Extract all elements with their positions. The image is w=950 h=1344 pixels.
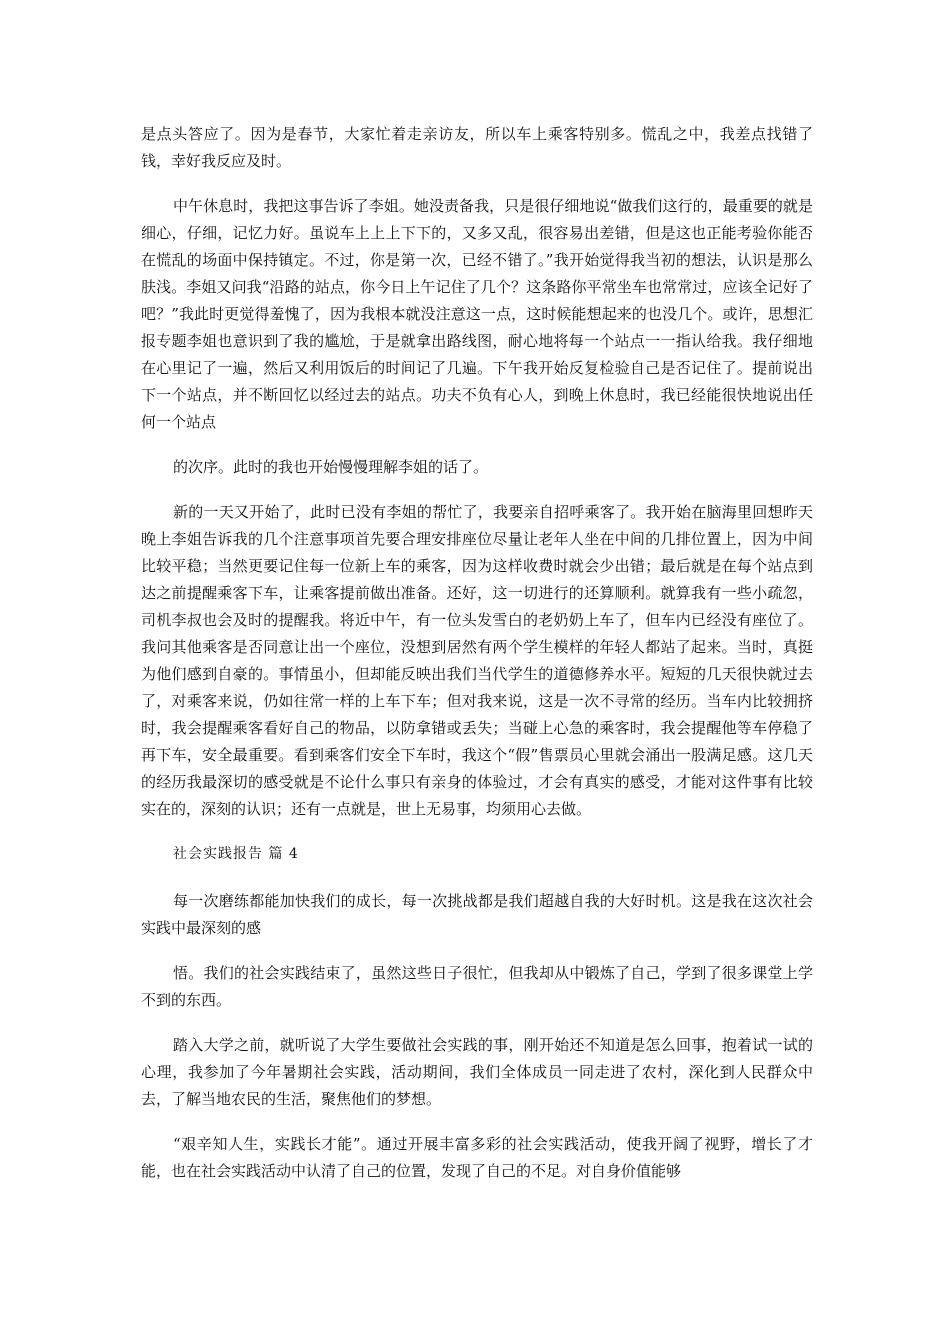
paragraph: 新的一天又开始了，此时已没有李姐的帮忙了，我要亲自招呼乘客了。我开始在脑海里回想昨天晚上李姐告诉我的几个注意事项首先要合理安排座位尽量让老年人坐在中间的几排位置上，因为中间比较平稳；当然更要记住每一位新上车的乘客，因为这样收费时就会少出错；最后就是在每个站点到达之前提醒乘客下车，让乘客提前做出准备。还好，这一切进行的还算顺利。就算我有一些小疏忽，司机李叔也会及时的提醒我。将近中午，有一位头发雪白的老奶奶上车了，但车内已经没有座位了。我问其他乘客是否同意让出一个座位，没想到居然有两个学生模样的年轻人都站了起来。当时，真挺为他们感到自豪的。事情虽小，但却能反映出我们当代学生的道德修养水平。短短的几天很快就过去了，对乘客来说，仍如往常一样的上车下车；但对我来说，这是一次不寻常的经历。当车内比较拥挤时，我会提醒乘客看好自己的物品，以防拿错或丢失；当碰上心急的乘客时，我会提醒他等车停稳了再下车，安全最重要。看到乘客们安全下车时，我这个“假”售票员心里就会涌出一股满足感。这几天的经历我最深切的感受就是不论什么事只有亲身的体验过，才会有真实的感受，才能对这件事有比较实在的，深刻的认识；还有一点就是，世上无易事，均须用心去做。: [141, 503, 813, 818]
paragraph: 悟。我们的社会实践结束了，虽然这些日子很忙，但我却从中锻炼了自己，学到了很多课堂上学不到的东西。: [141, 964, 813, 1009]
paragraph: “艰辛知人生，实践长才能”。通过开展丰富多彩的社会实践活动，使我开阔了视野，增长了才能，也在社会实践活动中认清了自己的位置，发现了自己的不足。对自身价值能够: [141, 1135, 813, 1180]
paragraph: 每一次磨练都能加快我们的成长，每一次挑战都是我们超越自我的大好时机。这是我在这次社会实践中最深刻的感: [141, 892, 813, 937]
paragraph: 的次序。此时的我也开始慢慢理解李姐的话了。: [173, 458, 489, 476]
section-heading: 社会实践报告 篇 4: [173, 846, 299, 862]
document-body: [141, 121, 813, 1203]
paragraph: 踏入大学之前，就听说了大学生要做社会实践的事，刚开始还不知道是怎么回事，抱着试一试的心理，我参加了今年暑期社会实践，活动期间，我们全体成员一同走进了农村，深化到人民群众中去，了解当地农民的生活，聚焦他们的梦想。: [141, 1036, 813, 1108]
paragraph: 是点头答应了。因为是春节，大家忙着走亲访友，所以车上乘客特别多。慌乱之中，我差点找错了钱，幸好我反应及时。: [141, 125, 813, 170]
paragraph: 中午休息时，我把这事告诉了李姐。她没责备我，只是很仔细地说“做我们这行的，最重要的就是细心，仔细，记忆力好。虽说车上上上下下的，又多又乱，很容易出差错，但是这也正能考验你能否在慌乱的场面中保持镇定。不过，你是第一次，已经不错了。”我开始觉得我当初的想法，认识是那么肤浅。李姐又问我“沿路的站点，你今日上午记住了几个？这条路你平常坐车也常常过，应该全记好了吧？”我此时更觉得羞愧了，因为我根本就没注意这一点，这时候能想起来的也没几个。或许，思想汇报专题李姐也意识到了我的尴尬，于是就拿出路线图，耐心地将每一个站点一一指认给我。我仔细地在心里记了一遍，然后又利用饭后的时间记了几遍。下午我开始反复检验自己是否记住了。提前说出下一个站点，并不断回忆以经过去的站点。功夫不负有心人，到晚上休息时，我已经能很快地说出任何一个站点: [141, 197, 813, 431]
